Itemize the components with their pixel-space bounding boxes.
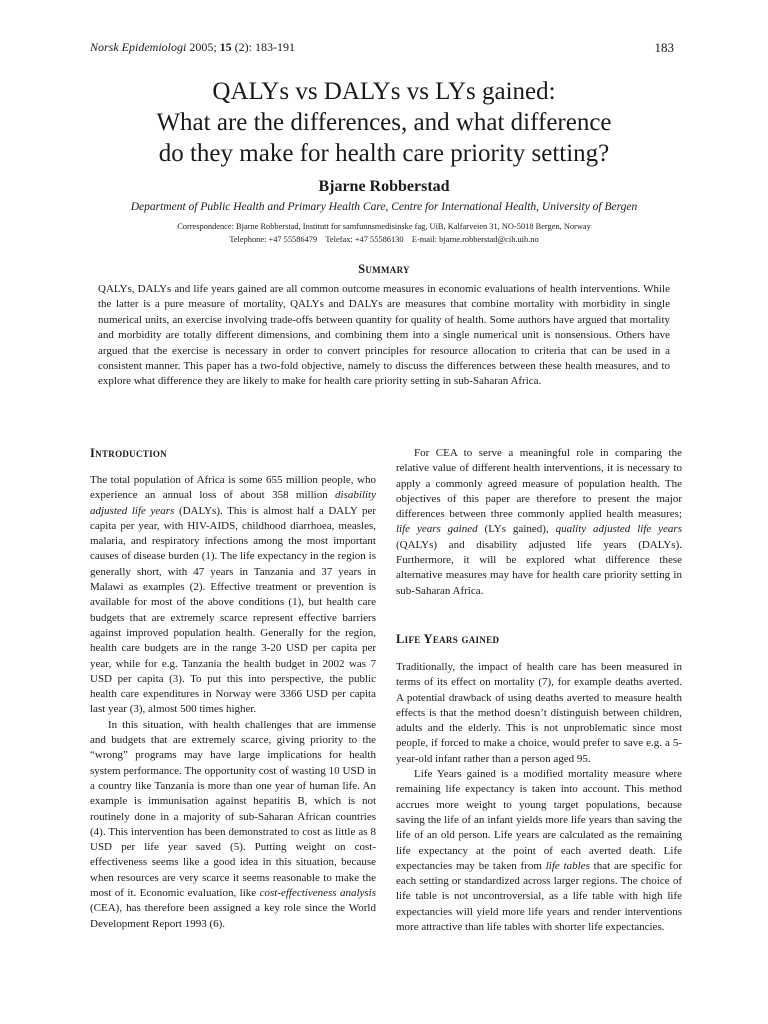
introduction-paragraph-1: The total population of Africa is some 655 million people, who experience an annual loss of about 358 million disability adjusted life years (DALYs). This is almost half a DALY per capita per year, with HIV-AIDS, childhood diarrhoea, measles, malaria, and respiratory infections among the most important causes of disease burden (1). The life expectancy in the region is generally short, with 47 years in Tanzania and 37 years in Malawi as examples (2). Effective treatment or prevention is available for most of the above conditions (1), but health care budgets that are extremely scarce represent effective barriers against improved population health. Generally for the region, health care budgets are in the range 3-20 USD per capita per year, while for e.g. Tanzania the health budget in 2002 was 7 USD per capita (3). To put this into perspective, the public health care expenditures in Norway were 3366 USD per capita last year (3), almost 500 times higher. bbox=[90, 474, 376, 716]
author-affiliation: Department of Public Health and Primary Health Care, Centre for International Health, University of Bergen bbox=[130, 201, 638, 213]
author-name: Bjarne Robberstad bbox=[318, 178, 450, 195]
correspondence-line-2: Telephone: +47 55586479 Telefax: +47 55586130 E-mail: bjarne.robberstad@cih.uib.no bbox=[229, 235, 539, 244]
life-years-heading: Life Years gained bbox=[396, 632, 500, 646]
life-years-body bbox=[396, 660, 682, 935]
introduction-body bbox=[90, 473, 376, 932]
title-line-1: QALYs vs DALYs vs LYs gained: bbox=[212, 78, 556, 105]
summary-text: QALYs, DALYs and life years gained are all common outcome measures in economic evaluations of health interventions. While the latter is a pure measure of mortality, QALYs and DALYs are measures that combine mortality with morbidity in single numerical units, an exercise involving trade-offs between quantity for quality of health. Some authors have argued that mortality and morbidity are totally different dimensions, and combining them into a single numerical unit is nonsensious. Others have argued that the exercise is necessary in order to convert principles for resource allocation to criteria that can be used in a consistent manner. This paper has a two-fold objective, namely to discuss the differences between these health measures, and to explore what difference they are likely to make for health care priority setting in sub-Saharan Africa. bbox=[98, 283, 670, 388]
journal-issue-pages: (2): 183-191 bbox=[231, 40, 295, 54]
objectives-paragraph: For CEA to serve a meaningful role in comparing the relative value of different health interventions, it is necessary to apply a commonly agreed measure of population health. The objectives of this paper are therefore to present the major differences between three commonly applied health measures; life years gained (LYs gained), quality adjusted life years (QALYs) and disability adjusted life years (DALYs). Furthermore, it will be explored what difference these alternative measures may have for health care priority setting in sub-Saharan Africa. bbox=[396, 447, 682, 597]
title-line-3: do they make for health care priority setting? bbox=[158, 140, 610, 167]
introduction-paragraph-2: In this situation, with health challenges that are immense and budgets that are extremely scarce, giving priority to the “wrong” programs may have large implications for health system performance. The opportunity cost of wasting 10 USD in a country like Tanzania is more than one year of human life. An example is immunisation against hepatitis B, which is not routinely done in a majority of sub-Saharan African countries (4). This intervention has been demonstrated to cost as little as 8 USD per life year saved (5). Putting weight on cost-effectiveness seems like a good idea in this situation, because when resources are very scarce it seems reasonable to make the most of it. Economic evaluation, like cost-effectiveness analysis (CEA), has therefore been assigned a key role since the World Development Report 1993 (6). bbox=[90, 718, 376, 930]
journal-citation bbox=[90, 40, 295, 55]
life-years-paragraph-2: Life Years gained is a modified mortality measure where remaining life expectancy is taken into account. This method accrues more weight to young target populations, because saving the life of an infant yields more life years than saving the life of an old person. Life years are calculated as the remaining life expectancy at the point of each averted death. Life expectancies may be taken from life tables that are specific for each setting or standardized across larger regions. The choice of life table is not uncontroversial, as a life table with high life expectancies will yield more life years and render interventions more attractive than life tables with shorter life expectancies. bbox=[396, 768, 683, 934]
page-number: 183 bbox=[654, 40, 674, 55]
paper-title bbox=[60, 76, 708, 169]
introduction-heading: Introduction bbox=[90, 446, 167, 460]
summary-heading: Summary bbox=[358, 262, 410, 276]
journal-year: 2005; bbox=[186, 40, 220, 54]
title-line-2: What are the differences, and what difference bbox=[156, 109, 612, 136]
life-years-paragraph-1: Traditionally, the impact of health care has been measured in terms of its effect on mortality (7), for example deaths averted. A potential drawback of using deaths averted to measure health effects is that the method doesn’t distinguish between children, adults and the elderly. This is not unproblematic since most people, if forced to make a choice, would prefer to save e.g. a 5-year-old infant rather than a person aged 95. bbox=[396, 661, 682, 765]
correspondence bbox=[60, 220, 708, 246]
correspondence-line-1: Correspondence: Bjarne Robberstad, Institutt for samfunnsmedisinske fag, UiB, Kalfarveien 31, NO-5018 Bergen, Norway bbox=[177, 222, 591, 231]
objectives-body bbox=[396, 446, 682, 599]
journal-name: Norsk Epidemiologi bbox=[90, 40, 187, 54]
journal-volume: 15 bbox=[219, 40, 232, 54]
